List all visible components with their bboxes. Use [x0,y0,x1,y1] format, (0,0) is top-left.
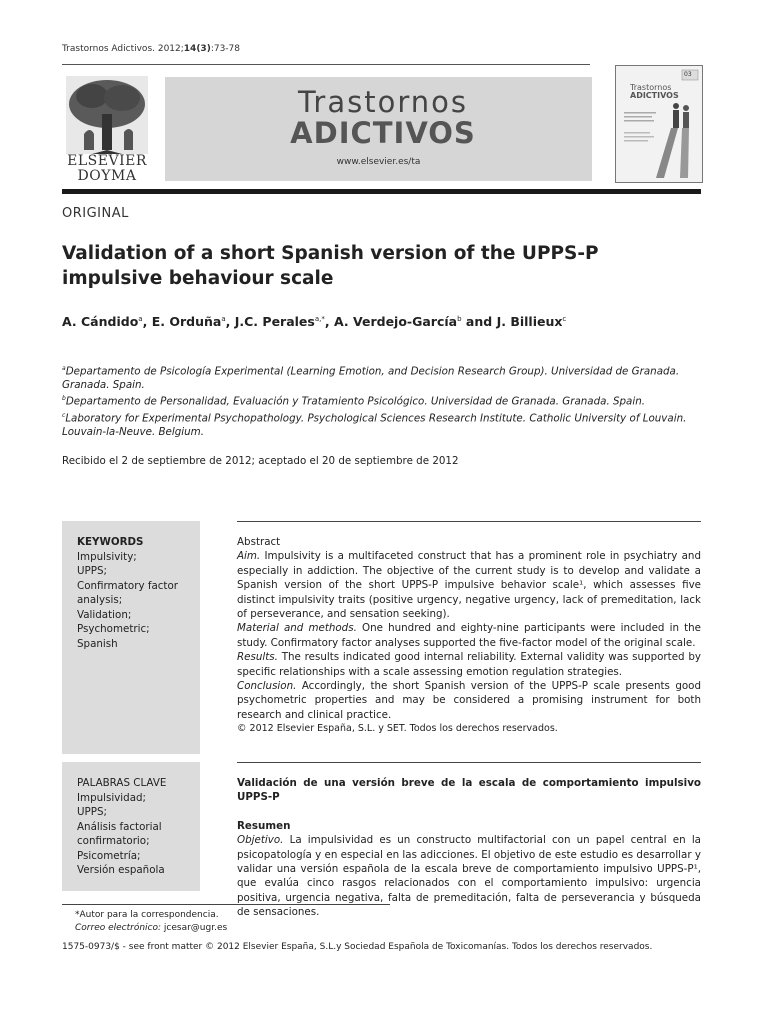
article-title: Validation of a short Spanish version of the UPPS-P impulsive behaviour scale [62,243,599,289]
keyword: Confirmatory factor [77,579,178,592]
keyword: confirmatorio; [77,835,150,847]
journal-name: Trastornos ADICTIVOS [290,85,476,150]
affiliation: $^b$Departamento de Personalidad, Evaluación y Tratamiento Psicológico. Universidad de Granada. Granada. Spain. [62,395,646,408]
abstract-rule [237,521,701,522]
publisher-imprint: DOYMA [77,168,137,184]
keyword: Psychometric; [77,623,150,635]
keywords-box [62,521,200,754]
author[interactable]: E. Orduña$^a$ [151,314,226,329]
keyword: Validation; [77,608,132,621]
keywords-heading: KEYWORDS [77,536,144,548]
abstract-methods: Material and methods. One hundred and eighty-nine participants were included in the study. Confirmatory factor analyses supported the five-factor model of the original scale. [237,622,701,649]
resumen-heading: Resumen [237,819,291,832]
resumen-rule [237,762,701,763]
keyword: Impulsivity; [77,550,137,563]
journal-citation: Trastornos Adictivos. 2012;14(3):73-78 [62,44,240,54]
journal-url[interactable]: www.elsevier.es/ta [336,157,421,167]
palabras-clave-heading: PALABRAS CLAVE [77,777,167,789]
cover-title: Trastornos ADICTIVOS [630,83,679,100]
affiliations [62,362,702,439]
author[interactable]: A. Cándido$^a$ [62,314,143,329]
abstract-copyright: © 2012 Elsevier España, S.L. y SET. Todos los derechos reservados. [237,723,558,735]
keyword: Versión española [77,864,165,876]
journal-banner [165,77,592,181]
affiliation: $^a$Departamento de Psicología Experimental (Learning Emotion, and Decision Research Group). Universidad de Granada. Granada. Spain. [62,365,680,392]
abstract-aim: Aim. Impulsivity is a multifaceted construct that has a prominent role in psychiatry and especially in addiction. The objective of the current study is to develop and validate a Spanish version of the short UPPS-P impulsive behavior scale¹, which assesses five distinct impulsivity traits (positive urgency, negative urgency, lack of premeditation, lack of perseverance, and sensation seeking). [237,550,701,621]
issn-line: 1575-0973/$ - see front matter © 2012 Elsevier España, S.L.y Sociedad Española de Toxicomanías. Todos los derechos reservados. [62,942,653,952]
email-link[interactable]: jcesar@ugr.es [161,923,228,933]
author[interactable]: J.C. Perales$^{a,*}$ [234,314,325,329]
abstract-heading: Abstract [237,536,281,548]
abstract-conclusion: Conclusion. Accordingly, the short Spanish version of the UPPS-P scale presents good psychometric properties and may be considered a promising instrument for both research and clinical practice. [237,680,701,721]
keyword: UPPS; [77,806,107,818]
author[interactable]: A. Verdejo-García$^b$ [333,314,462,329]
author[interactable]: J. Billieux$^c$ [496,314,567,329]
article-type: ORIGINAL [62,206,129,221]
author-list: A. Cándido$^a$, E. Orduña$^a$, J.C. Perales$^{a,*}$, A. Verdejo-García$^b$ and J. Billieux$^c$ [62,314,567,329]
elsevier-logo [62,74,152,184]
abstract [237,535,701,737]
header-rule [62,64,590,65]
abstract-results: Results. The results indicated good internal reliability. External validity was supported by specific relationships with a scale assessing emotion regulation strategies. [237,651,701,678]
cover-issue-number: 03 [684,71,692,78]
keyword: Análisis factorial [77,820,162,833]
resumen-objetivo: Objetivo. La impulsividad es un constructo multifactorial con un papel central en la psicopatología y en especial en las adicciones. El objetivo de este estudio es desarrollar y validar una versión española de la escala breve de comportamiento impulsivo UPPS-P¹, que evalúa cinco rasgos relacionados con el comportamiento impulsivo: urgencia positiva, urgencia negativa, falta de premeditación, falta de perseverancia y búsqueda de sensaciones. [237,834,701,919]
keyword: Impulsividad; [77,791,147,804]
received-dates: Recibido el 2 de septiembre de 2012; aceptado el 20 de septiembre de 2012 [62,455,459,467]
keyword: Spanish [77,637,118,650]
resumen [237,776,701,920]
correspondence-footnote: *Autor para la correspondencia. Correo electrónico: jcesar@ugr.es [75,910,228,933]
affiliation: $^c$Laboratory for Experimental Psychopathology. Psychological Sciences Research Institute. Catholic University of Louvain. Louvain-la-Neuve. Belgium. [62,411,687,439]
journal-cover-thumbnail [615,65,703,183]
keyword: UPPS; [77,565,107,577]
spanish-title: Validación de una versión breve de la escala de comportamiento impulsivo UPPS-P [237,777,701,804]
publisher-name: ELSEVIER [67,153,147,169]
footnote-rule [62,904,390,905]
masthead-rule [62,189,701,194]
keyword: Psicometría; [77,849,141,862]
keyword: analysis; [77,594,123,606]
palabras-clave-box [62,762,200,891]
